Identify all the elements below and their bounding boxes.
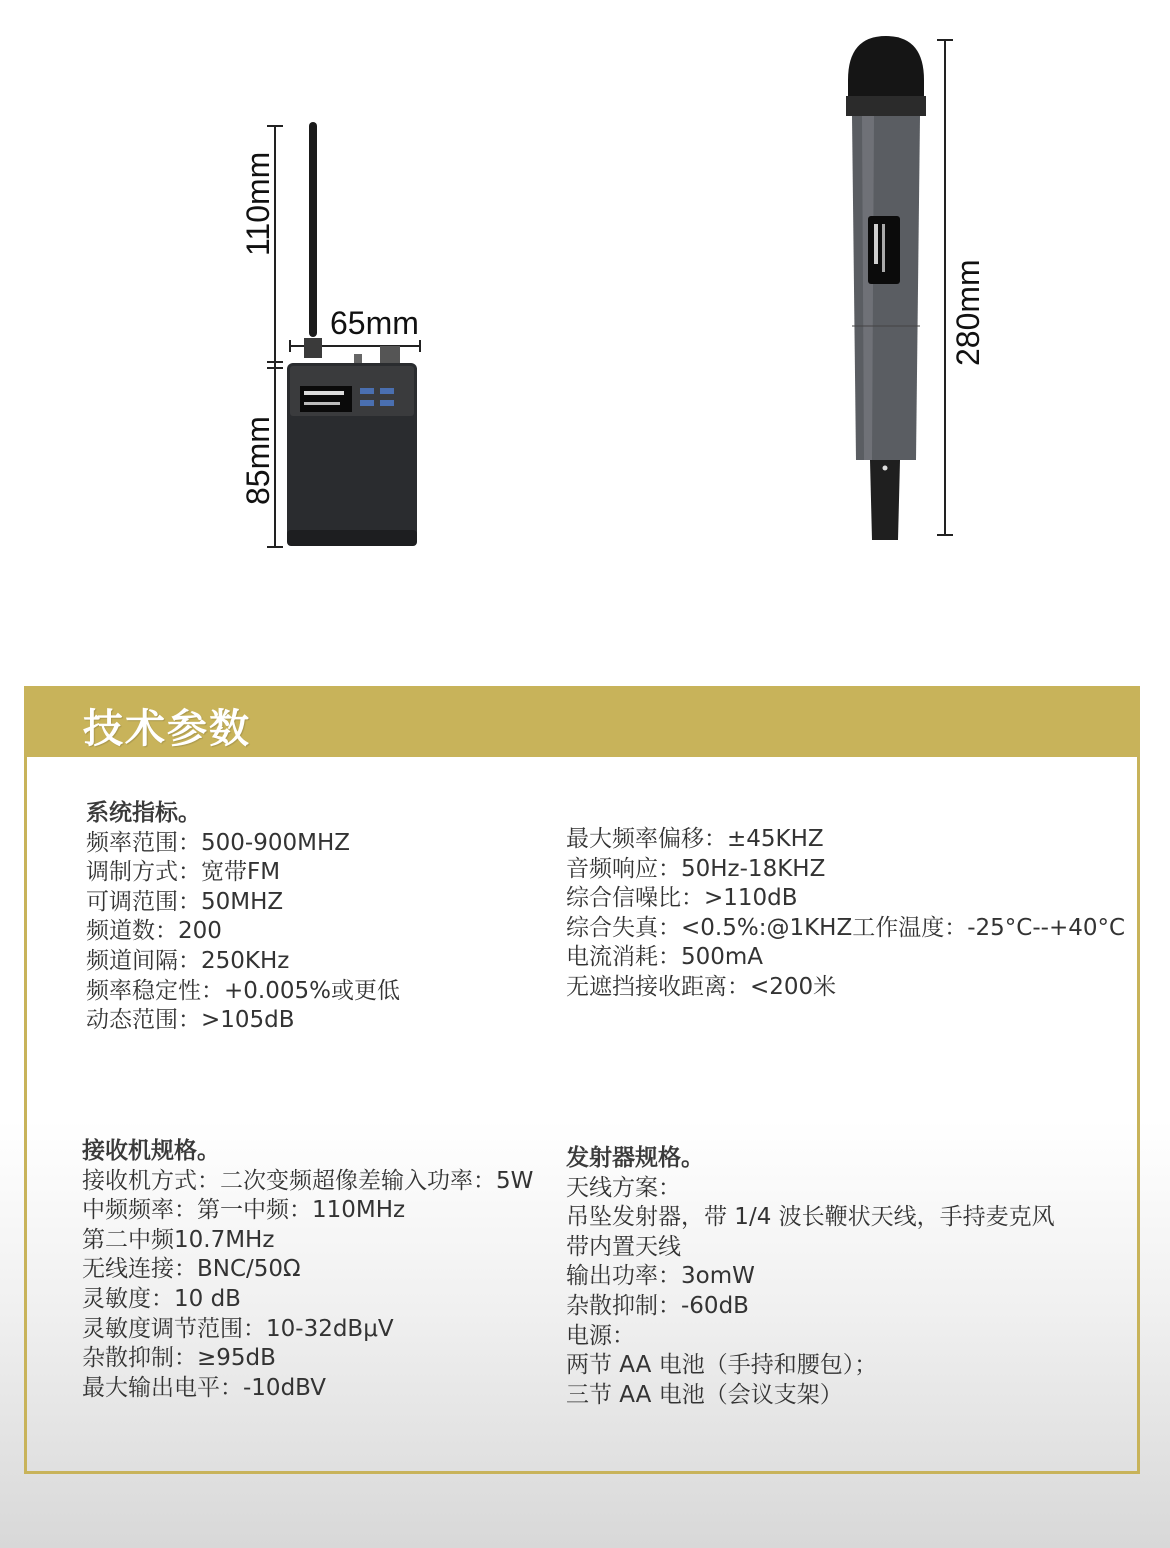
spec-title: 技术参数 <box>83 706 251 752</box>
spec-line: 带内置天线 <box>566 1233 681 1260</box>
spec-line: 音频响应：50Hz-18KHZ <box>566 855 826 882</box>
spec-line: 杂散抑制：-60dB <box>566 1292 749 1319</box>
spec-panel <box>24 686 1140 1474</box>
transmitter-specs <box>566 1144 1055 1410</box>
spec-line: 输出功率：3omW <box>566 1263 755 1290</box>
spec-line: 调制方式：宽带FM <box>86 859 281 886</box>
spec-line: 频率稳定性：+0.005%或更低 <box>86 977 400 1004</box>
spec-line: 接收机方式：二次变频超像差输入功率：5W <box>82 1167 534 1194</box>
spec-line: 最大频率偏移：±45KHZ <box>566 826 824 852</box>
receiver-specs-heading: 接收机规格。 <box>82 1138 220 1164</box>
spec-line: 灵敏度调节范围：10-32dBμV <box>82 1315 394 1342</box>
spec-line: 动态范围：>105dB <box>86 1007 295 1034</box>
pack-height-label: 85mm <box>240 416 276 505</box>
spec-line: 无遮挡接收距离：<200米 <box>566 973 837 1000</box>
antenna-height-label: 110mm <box>240 151 276 256</box>
spec-line: 中频频率：第一中频：110MHz <box>82 1197 406 1224</box>
mic-height-label: 280mm <box>950 259 986 366</box>
transmitter-specs-heading: 发射器规格。 <box>566 1145 704 1171</box>
system-specs-heading: 系统指标。 <box>86 800 201 826</box>
spec-line: 综合失真：<0.5%:@1KHZ工作温度：-25°C--+40°C <box>566 914 1126 941</box>
pack-width-label: 65mm <box>330 305 419 341</box>
spec-line: 灵敏度：10 dB <box>82 1285 241 1312</box>
spec-line: 两节 AA 电池（手持和腰包）； <box>566 1352 878 1379</box>
spec-line: 第二中频10.7MHz <box>82 1226 275 1253</box>
spec-line: 频道间隔：250KHz <box>86 947 290 974</box>
spec-line: 最大输出电平：-10dBV <box>82 1374 326 1401</box>
spec-line: 三节 AA 电池（会议支架） <box>566 1381 843 1408</box>
spec-line: 吊坠发射器，带 1/4 波长鞭状天线，手持麦克风 <box>566 1204 1055 1231</box>
spec-line: 电流消耗：500mA <box>566 944 764 971</box>
system-specs-left <box>86 799 400 1036</box>
spec-line: 可调范围：50MHZ <box>86 888 284 915</box>
spec-line: 电源： <box>566 1322 635 1349</box>
product-dimensions-area <box>0 0 1170 600</box>
spec-line: 频率范围：500-900MHZ <box>86 829 350 856</box>
spec-line: 频道数：200 <box>86 918 222 945</box>
spec-header <box>27 689 1137 757</box>
handheld-microphone-image <box>830 30 970 550</box>
spec-line: 综合信噪比：>110dB <box>566 885 798 912</box>
system-specs-right <box>566 825 1125 1003</box>
receiver-specs <box>82 1137 533 1403</box>
spec-line: 无线连接：BNC/50Ω <box>82 1256 301 1283</box>
spec-line: 杂散抑制：≥95dB <box>82 1345 276 1372</box>
spec-line: 天线方案： <box>566 1174 681 1201</box>
